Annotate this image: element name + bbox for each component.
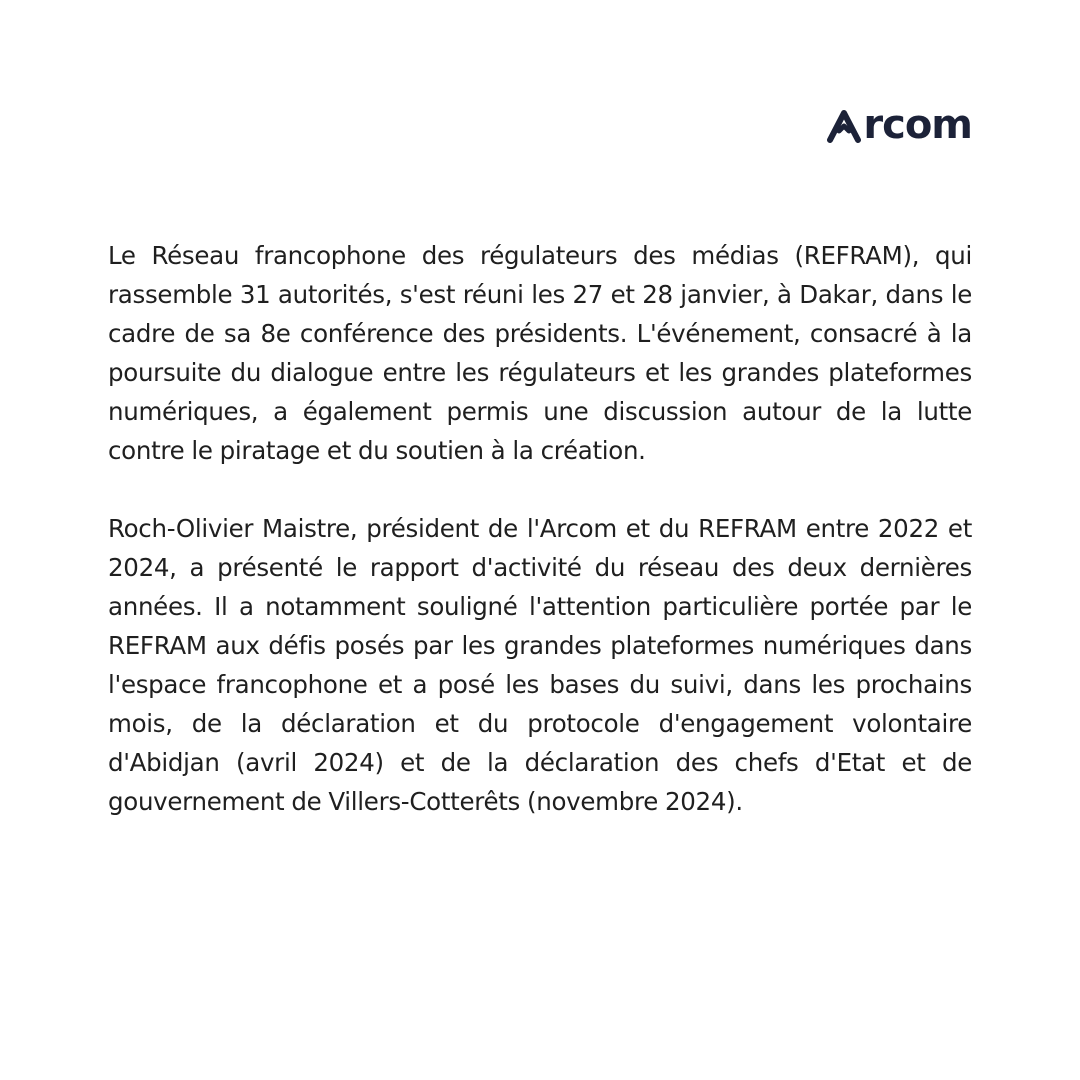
article-body	[108, 236, 972, 860]
paragraph-2: Roch-Olivier Maistre, président de l'Arcom et du REFRAM entre 2022 et 2024, a présenté le rapport d'activité du réseau des deux dernières années. Il a notamment souligné l'attention particulière portée par le REFRAM aux défis posés par les grandes plateformes numériques dans l'espace francophone et a posé les bases du suivi, dans les prochains mois, de la déclaration et du protocole d'engagement volontaire d'Abidjan (avril 2024) et de la déclaration des chefs d'Etat et de gouvernement de Villers-Cotterêts (novembre 2024).	[108, 514, 972, 816]
logo-text: rcom	[863, 102, 972, 148]
arcom-a-mark-icon	[826, 108, 862, 144]
paragraph-1: Le Réseau francophone des régulateurs des médias (REFRAM), qui rassemble 31 autorités, s'est réuni les 27 et 28 janvier, à Dakar, dans le cadre de sa 8e conférence des présidents. L'événement, consacré à la poursuite du dialogue entre les régulateurs et les grandes plateformes numériques, a également permis une discussion autour de la lutte contre le piratage et du soutien à la création.	[108, 241, 972, 465]
arcom-logo	[826, 103, 972, 147]
